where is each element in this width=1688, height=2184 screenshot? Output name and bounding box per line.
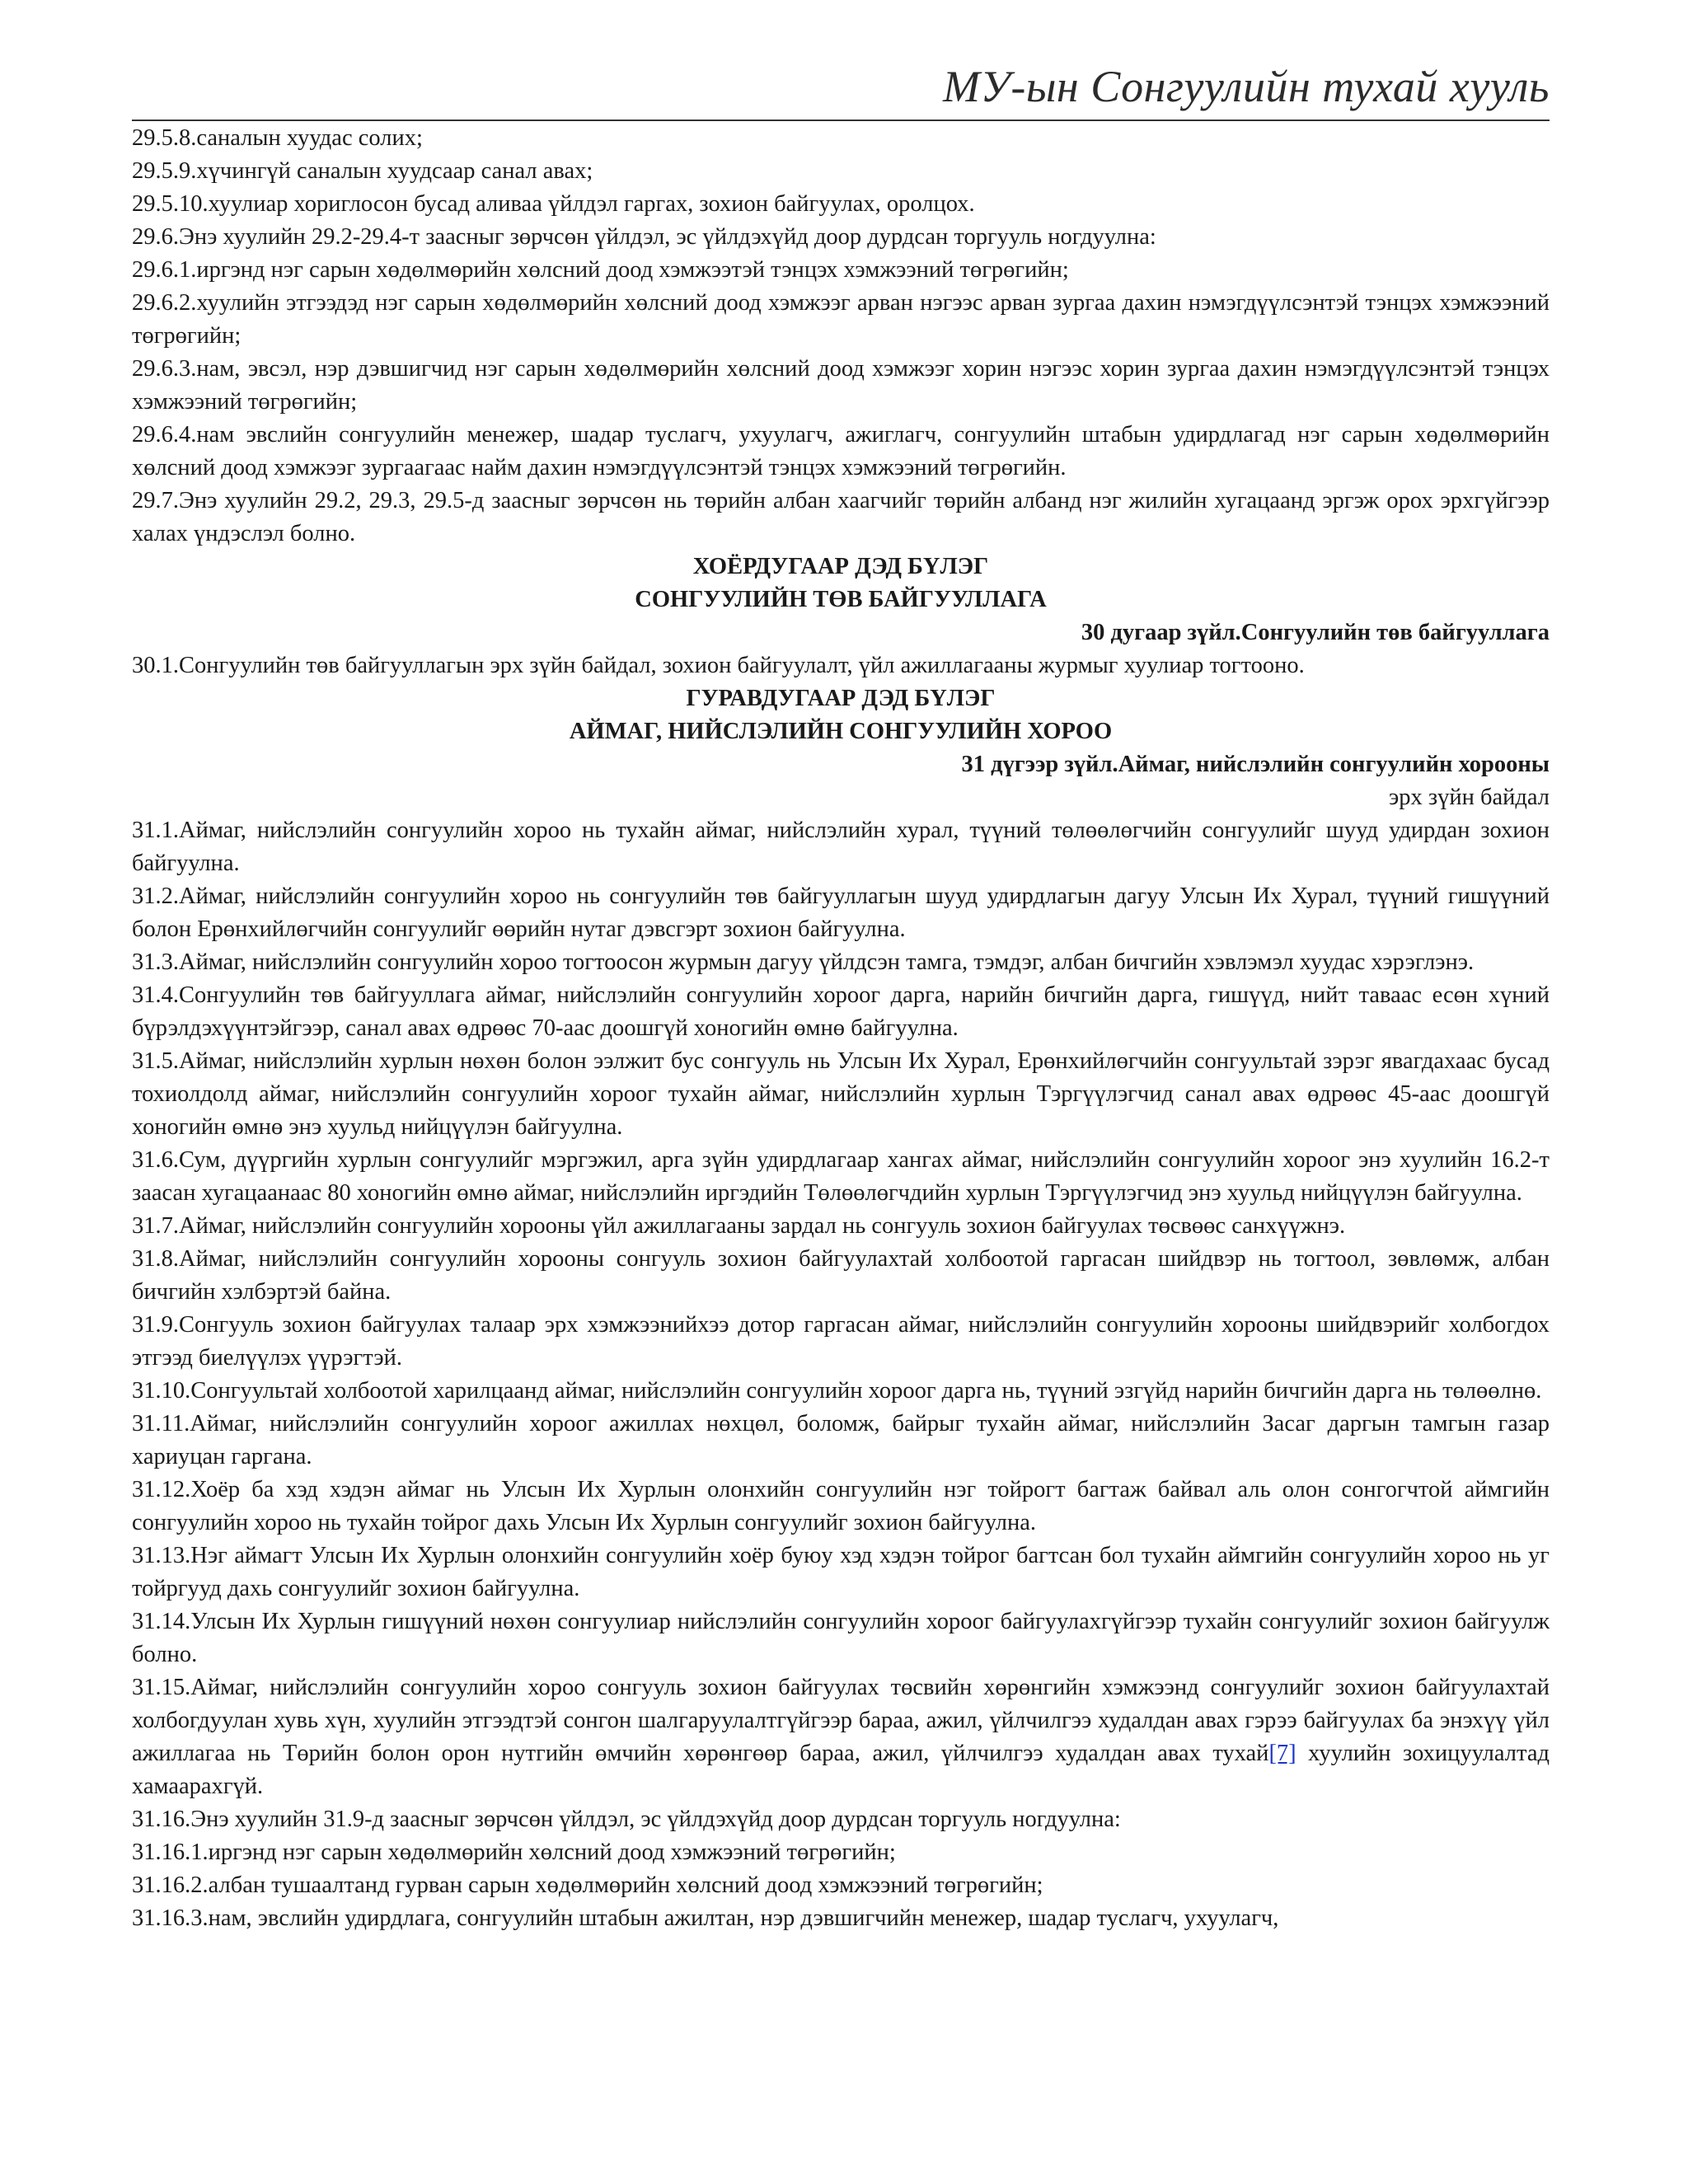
paragraph: 31.11.Аймаг, нийслэлийн сонгуулийн хороог ажиллах нөхцөл, боломж, байрыг тухайн аймаг, нийслэлийн Засаг даргын тамгын газар хариуцан гаргана.: [132, 1411, 1550, 1469]
paragraph: 31.2.Аймаг, нийслэлийн сонгуулийн хороо нь сонгуулийн төв байгууллагын шууд удирдлагын дагуу Улсын Их Хурал, түүний гишүүний болон Ерөнхийлөгчийн сонгуулийг өөрийн нутаг дэвсгэрт зохион байгуулна.: [132, 883, 1550, 942]
chapter-subheading: АЙМАГ, НИЙСЛЭЛИЙН СОНГУУЛИЙН ХОРОО: [569, 719, 1113, 744]
page-header: [132, 0, 1550, 122]
paragraph-text: 31.15.Аймаг, нийслэлийн сонгуулийн хороо сонгууль зохион байгуулах төсвийн хөрөнгийн хэмжээнд сонгуулийг зохион байгуулахтай холбогдуулан хувь хүн, хуулийн этгээдтэй сонгон шалгаруулалтгүйгээр бараа, ажил, үйлчилгээ худалдан авах гэрээ байгуулах ба энэхүү үйл ажиллагаа нь Төрийн болон орон нутгийн өмчийн хөрөнгөөр бараа, ажил, үйлчилгээ худалдан авах тухай: [132, 1675, 1550, 1766]
article-heading: 30 дугаар зүйл.Сонгуулийн төв байгууллага: [1081, 620, 1550, 645]
paragraph: 31.3.Аймаг, нийслэлийн сонгуулийн хороо тогтоосон журмын дагуу үйлдсэн тамга, тэмдэг, албан бичгийн хэвлэмэл хуудас хэрэглэнэ.: [132, 949, 1475, 975]
footnote-link[interactable]: [7]: [1268, 1741, 1296, 1766]
chapter-subheading: СОНГУУЛИЙН ТӨВ БАЙГУУЛЛАГА: [635, 587, 1047, 612]
paragraph-31-15: [132, 1671, 1550, 1803]
paragraph: 31.13.Нэг аймагт Улсын Их Хурлын олонхийн сонгуулийн хоёр буюу хэд хэдэн тойрог багтсан бол тухайн аймгийн сонгуулийн хороо нь уг тойргууд дахь сонгуулийг зохион байгуулна.: [132, 1543, 1550, 1601]
paragraph: 29.6.3.нам, эвсэл, нэр дэвшигчид нэг сарын хөдөлмөрийн хөлсний доод хэмжээг хорин нэгээс хорин зургаа дахин нэмэгдүүлсэнтэй тэнцэх хэмжээний төгрөгийн;: [132, 356, 1550, 415]
paragraph: 31.8.Аймаг, нийслэлийн сонгуулийн хорооны сонгууль зохион байгуулахтай холбоотой гаргасан шийдвэр нь тогтоол, зөвлөмж, албан бичгийн хэлбэртэй байна.: [132, 1246, 1550, 1305]
paragraph: 31.12.Хоёр ба хэд хэдэн аймаг нь Улсын Их Хурлын олонхийн сонгуулийн нэг тойрогт багтаж байвал аль олон сонгогчтой аймгийн сонгуулийн хороо нь тухайн тойрог дахь Улсын Их Хурлын сонгуулийг зохион байгуулна.: [132, 1477, 1550, 1535]
paragraph: 31.16.2.албан тушаалтанд гурван сарын хөдөлмөрийн хөлсний доод хэмжээний төгрөгийн;: [132, 1872, 1043, 1898]
paragraph: 29.5.9.хүчингүй саналын хуудсаар санал авах;: [132, 158, 593, 184]
paragraph: 31.6.Сум, дүүргийн хурлын сонгуулийг мэргэжил, арга зүйн удирдлагаар хангах аймаг, нийслэлийн сонгуулийн хороог энэ хуулийн 16.2-т заасан хугацаанаас 80 хоногийн өмнө аймаг, нийслэлийн иргэдийн Төлөөлөгчдийн хурлын Тэргүүлэгчид энэ хуульд нийцүүлэн байгуулна.: [132, 1147, 1550, 1206]
paragraph: 31.9.Сонгууль зохион байгуулах талаар эрх хэмжээнийхээ дотор гаргасан аймаг, нийслэлийн сонгуулийн хорооны шийдвэрийг холбогдох этгээд биелүүлэх үүрэгтэй.: [132, 1312, 1550, 1371]
paragraph: 31.16.1.иргэнд нэг сарын хөдөлмөрийн хөлсний доод хэмжээний төгрөгийн;: [132, 1840, 896, 1865]
paragraph: 30.1.Сонгуулийн төв байгууллагын эрх зүйн байдал, зохион байгуулалт, үйл ажиллагааны журмыг хуулиар тогтооно.: [132, 653, 1305, 678]
chapter-heading: ХОЁРДУГААР ДЭД БҮЛЭГ: [692, 554, 989, 579]
article-heading-continuation: эрх зүйн байдал: [1388, 785, 1550, 810]
chapter-heading: ГУРАВДУГААР ДЭД БҮЛЭГ: [686, 686, 996, 711]
paragraph: 31.16.Энэ хуулийн 31.9-д заасныг зөрчсөн үйлдэл, эс үйлдэхүйд доор дурдсан торгууль ногдуулна:: [132, 1807, 1121, 1832]
paragraph: 29.7.Энэ хуулийн 29.2, 29.3, 29.5-д заасныг зөрчсөн нь төрийн албан хаагчийг төрийн албанд нэг жилийн хугацаанд эргэж орох эрхгүйгээр халах үндэслэл болно.: [132, 488, 1550, 546]
paragraph: 31.7.Аймаг, нийслэлийн сонгуулийн хорооны үйл ажиллагааны зардал нь сонгууль зохион байгуулах төсвөөс санхүүжнэ.: [132, 1213, 1346, 1239]
paragraph: 29.5.8.саналын хуудас солих;: [132, 125, 423, 151]
paragraph: 31.5.Аймаг, нийслэлийн хурлын нөхөн болон ээлжит бус сонгууль нь Улсын Их Хурал, Ерөнхийлөгчийн сонгуультай зэрэг явагдахаас бусад тохиолдолд аймаг, нийслэлийн сонгуулийн хороог тухайн аймаг, нийслэлийн хурлын Тэргүүлэгчид санал авах өдрөөс 45-аас доошгүй хоногийн өмнө энэ хуульд нийцүүлэн байгуулна.: [132, 1048, 1550, 1140]
paragraph: 29.6.2.хуулийн этгээдэд нэг сарын хөдөлмөрийн хөлсний доод хэмжээг арван нэгээс арван зургаа дахин нэмэгдүүлсэнтэй тэнцэх хэмжээний төгрөгийн;: [132, 290, 1550, 349]
paragraph: 31.4.Сонгуулийн төв байгууллага аймаг, нийслэлийн сонгуулийн хороог дарга, нарийн бичгийн дарга, гишүүд, нийт таваас есөн хүний бүрэлдэхүүнтэйгээр, санал авах өдрөөс 70-аас доошгүй хоногийн өмнө байгуулна.: [132, 982, 1550, 1041]
article-heading: 31 дүгээр зүйл.Аймаг, нийслэлийн сонгуулийн хорооны: [961, 752, 1550, 777]
paragraph: 29.6.4.нам эвслийн сонгуулийн менежер, шадар туслагч, ухуулагч, ажиглагч, сонгуулийн штабын удирдлагад нэг сарын хөдөлмөрийн хөлсний доод хэмжээг зургаагаас найм дахин нэмэгдүүлсэнтэй тэнцэх хэмжээний төгрөгийн.: [132, 422, 1550, 480]
paragraph: 29.6.Энэ хуулийн 29.2-29.4-т заасныг зөрчсөн үйлдэл, эс үйлдэхүйд доор дурдсан торгууль ногдуулна:: [132, 224, 1156, 250]
document-page: [132, 0, 1550, 1935]
paragraph: 31.1.Аймаг, нийслэлийн сонгуулийн хороо нь тухайн аймаг, нийслэлийн хурал, түүний төлөөлөгчийн сонгуулийг шууд удирдан зохион байгуулна.: [132, 818, 1550, 876]
paragraph: 31.10.Сонгуультай холбоотой харилцаанд аймаг, нийслэлийн сонгуулийн хороог дарга нь, түүний эзгүйд нарийн бичгийн дарга нь төлөөлнө.: [132, 1378, 1542, 1404]
paragraph: 31.14.Улсын Их Хурлын гишүүний нөхөн сонгуулиар нийслэлийн сонгуулийн хороог байгуулахгүйгээр тухайн сонгуулийг зохион байгуулж болно.: [132, 1609, 1550, 1667]
document-body: [132, 122, 1550, 1935]
paragraph: 31.16.3.нам, эвслийн удирдлага, сонгуулийн штабын ажилтан, нэр дэвшигчийн менежер, шадар туслагч, ухуулагч,: [132, 1905, 1279, 1931]
paragraph: 29.6.1.иргэнд нэг сарын хөдөлмөрийн хөлсний доод хэмжээтэй тэнцэх хэмжээний төгрөгийн;: [132, 257, 1069, 283]
paragraph: 29.5.10.хуулиар хориглосон бусад аливаа үйлдэл гаргах, зохион байгуулах, оролцох.: [132, 191, 975, 217]
paragraph-text: хуулийн зохицуулалтад хамаарахгүй.: [132, 1741, 1550, 1799]
document-title: МУ-ын Сонгуулийн тухай хууль: [943, 62, 1550, 111]
header-divider: [132, 120, 1550, 121]
